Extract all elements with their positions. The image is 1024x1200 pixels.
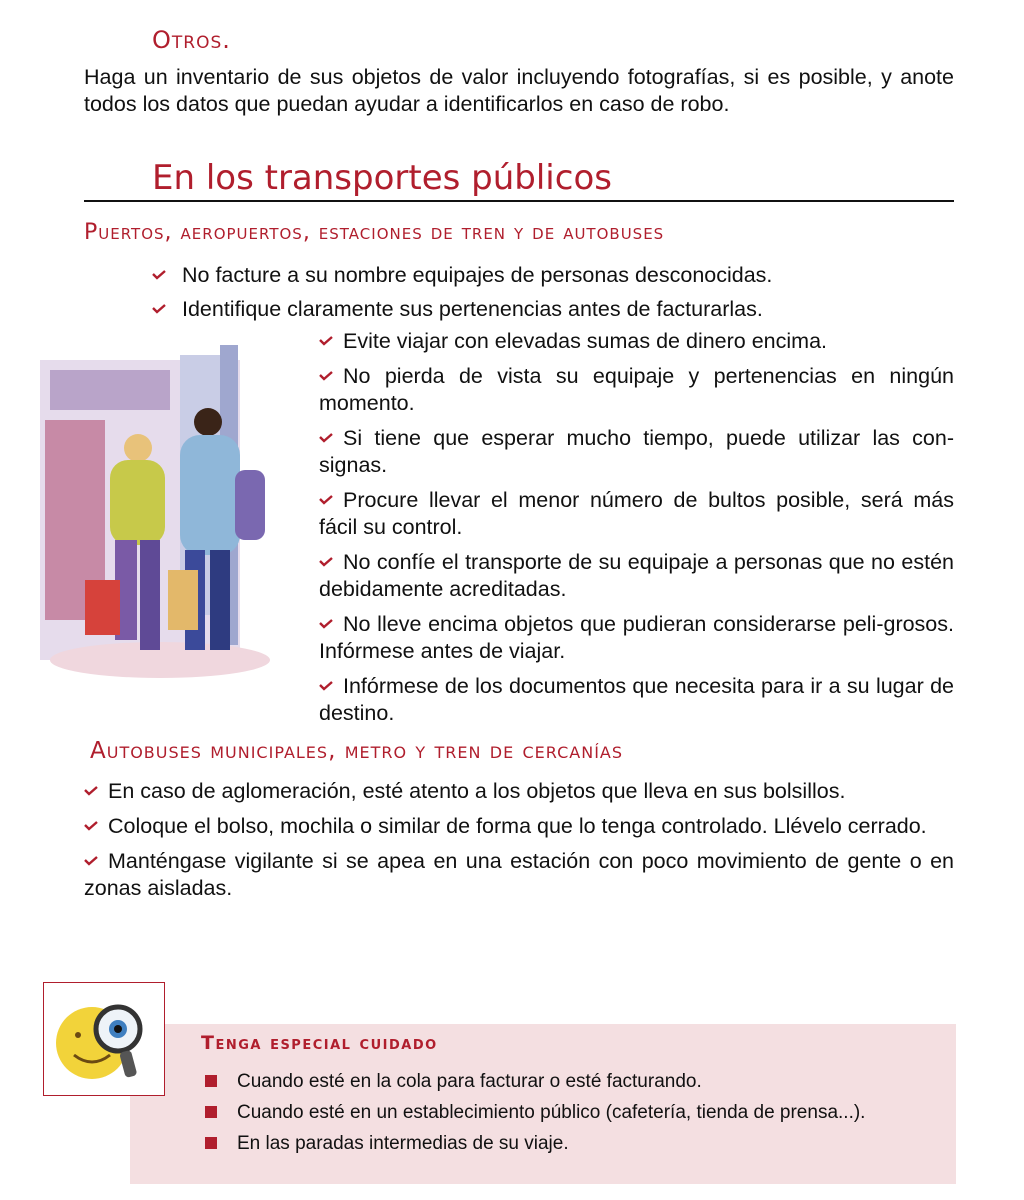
checkmark-icon	[319, 336, 333, 346]
list-item-text: No lleve encima objetos que pudieran considerarse peli-grosos. Infórmese antes de viajar.	[319, 612, 954, 663]
list-item	[84, 813, 954, 840]
list-item-text: En las paradas intermedias de su viaje.	[237, 1133, 569, 1154]
list-item	[205, 1066, 945, 1097]
ports-list-right	[319, 328, 954, 735]
list-item	[152, 292, 952, 326]
checkmark-icon	[152, 270, 166, 280]
checkmark-icon	[84, 786, 98, 796]
checkmark-icon	[84, 821, 98, 831]
checkmark-icon	[152, 304, 166, 314]
checkmark-icon	[319, 495, 333, 505]
urban-heading: Autobuses municipales, metro y tren de cercanías	[90, 738, 624, 764]
caution-list	[205, 1066, 945, 1159]
checkmark-icon	[319, 557, 333, 567]
list-item-text: Cuando esté en un establecimiento público (cafetería, tienda de prensa...).	[237, 1102, 866, 1123]
caution-heading: Tenga especial cuidado	[201, 1032, 438, 1054]
list-item-text: Identifique claramente sus pertenencias antes de facturarlas.	[181, 297, 763, 321]
list-item-text: En caso de aglomeración, esté atento a los objetos que lleva en sus bolsillos.	[108, 779, 846, 803]
list-item-text: No confíe el transporte de su equipaje a personas que no estén debidamente acreditadas.	[319, 550, 954, 601]
list-item-text: No facture a su nombre equipajes de personas desconocidas.	[181, 263, 773, 287]
square-bullet-icon	[205, 1106, 217, 1118]
checkmark-icon	[319, 433, 333, 443]
section-title: En los transportes públicos	[152, 158, 612, 198]
ports-list-top	[152, 258, 952, 326]
checkmark-icon	[319, 681, 333, 691]
list-item	[84, 848, 954, 902]
list-item-text: Si tiene que esperar mucho tiempo, puede utilizar las con-signas.	[319, 426, 954, 477]
travelers-illustration	[40, 340, 280, 690]
list-item	[319, 328, 954, 355]
list-item-text: No pierda de vista su equipaje y pertenencias en ningún momento.	[319, 364, 954, 415]
list-item	[319, 611, 954, 665]
list-item-text: Coloque el bolso, mochila o similar de forma que lo tenga controlado. Llévelo cerrado.	[108, 814, 927, 838]
checkmark-icon	[319, 371, 333, 381]
caution-image-frame	[43, 982, 165, 1096]
list-item-text: Cuando esté en la cola para facturar o esté facturando.	[237, 1071, 702, 1092]
checkmark-icon	[84, 856, 98, 866]
list-item	[152, 258, 952, 292]
square-bullet-icon	[205, 1075, 217, 1087]
list-item	[319, 549, 954, 603]
list-item	[319, 673, 954, 727]
list-item-text: Infórmese de los documentos que necesita para ir a su lugar de destino.	[319, 674, 954, 725]
magnifier-smiley-icon	[44, 983, 164, 1095]
list-item	[84, 778, 954, 805]
list-item-text: Manténgase vigilante si se apea en una estación con poco movimiento de gente o en zonas aisladas.	[84, 849, 954, 900]
list-item	[319, 363, 954, 417]
list-item	[319, 487, 954, 541]
list-item	[205, 1097, 945, 1128]
checkmark-icon	[319, 619, 333, 629]
otros-paragraph: Haga un inventario de sus objetos de valor incluyendo fotografías, si es posible, y anote todos los datos que puedan ayudar a identificarlos en caso de robo.	[84, 65, 954, 116]
square-bullet-icon	[205, 1137, 217, 1149]
title-divider	[84, 200, 954, 202]
list-item-text: Evite viajar con elevadas sumas de dinero encima.	[343, 329, 828, 353]
urban-list	[84, 778, 954, 910]
list-item	[319, 425, 954, 479]
list-item	[205, 1128, 945, 1159]
otros-heading: Otros.	[152, 26, 231, 54]
ports-heading: Puertos, aeropuertos, estaciones de tren y de autobuses	[84, 220, 665, 245]
list-item-text: Procure llevar el menor número de bultos posible, será más fácil su control.	[319, 488, 954, 539]
